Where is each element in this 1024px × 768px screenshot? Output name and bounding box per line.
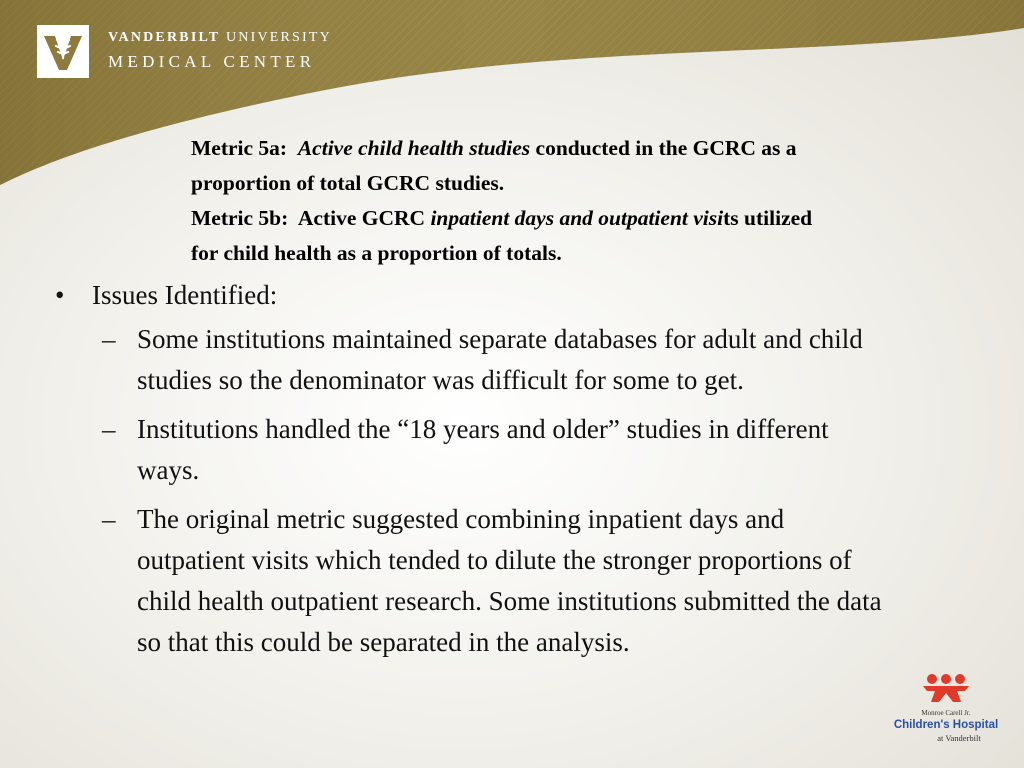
m5a-label: Metric 5a: — [191, 136, 288, 160]
childrens-logo-line2: Children's Hospital — [893, 719, 999, 731]
brand-wordmark — [108, 30, 332, 72]
brand-bold: VANDERBILT — [108, 30, 221, 45]
vanderbilt-logo — [37, 25, 89, 78]
oak-leaf-v-icon — [41, 30, 85, 74]
bullet-item — [55, 275, 955, 315]
bullet-mark: • — [55, 280, 65, 310]
metric-5a-line2: proportion of total GCRC studies. — [191, 171, 505, 195]
childrens-logo-line1: Monroe Carell Jr. — [921, 709, 971, 717]
sub-item-text: Some institutions maintained separate databases for adult and child studies so the denominator was difficult for some to get. — [137, 324, 863, 395]
dash-mark: – — [102, 504, 116, 534]
children-figures-icon — [923, 674, 969, 702]
sub-item — [55, 409, 877, 491]
sub-item — [55, 319, 927, 401]
childrens-logo-line3: at Vanderbilt — [937, 733, 981, 743]
sub-item-text: The original metric suggested combining inpatient days and outpatient visits which tended to dilute the stronger proportions of child health outpatient research. Some institutions submitted the data so that this could be separated in the analysis. — [137, 504, 882, 657]
bullet-text: Issues Identified: — [92, 280, 278, 310]
sub-item-text: Institutions handled the “18 years and older” studies in different ways. — [137, 414, 829, 485]
metric-5a-line1 — [191, 131, 1021, 166]
m5a-rest: conducted in the GCRC as a — [535, 136, 797, 160]
m5b-plain: Active GCRC — [297, 206, 426, 230]
slide-body — [55, 275, 955, 671]
dash-mark: – — [102, 324, 116, 354]
m5b-label: Metric 5b: — [191, 206, 289, 230]
metric-5b-line1 — [191, 201, 1021, 236]
brand-university — [108, 30, 332, 46]
childrens-hospital-logo — [885, 672, 1007, 752]
metric-5b-line2: for child health as a proportion of totals. — [191, 241, 562, 265]
m5b-italic: inpatient days and outpatient visi — [430, 206, 724, 230]
m5b-rest: ts utilized — [723, 206, 813, 230]
brand-rest: UNIVERSITY — [225, 30, 332, 45]
dash-mark: – — [102, 414, 116, 444]
brand-medical-center: MEDICAL CENTER — [108, 52, 316, 71]
m5a-italic: Active child health studies — [297, 136, 531, 160]
sub-item — [55, 499, 897, 663]
sub-list — [55, 319, 955, 663]
slide-title — [191, 131, 1021, 271]
